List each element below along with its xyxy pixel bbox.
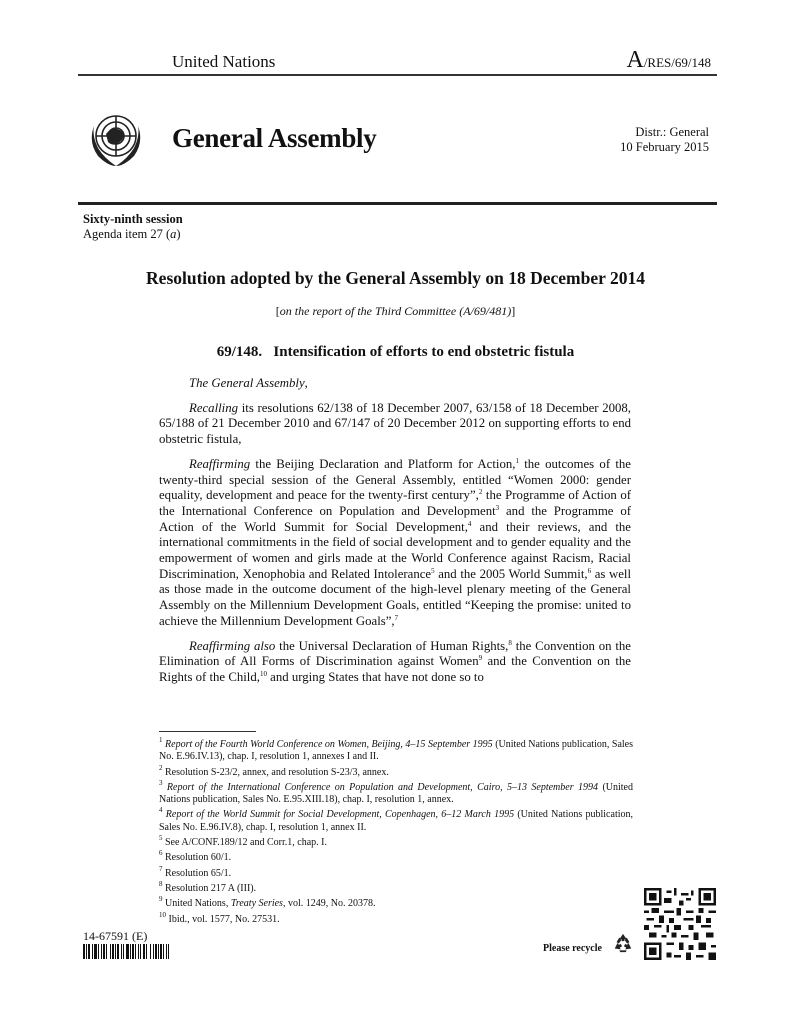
- footnote-9: $^9$ United Nations, Treaty Series, vol. 1249, No. 20378.: [159, 895, 376, 910]
- footnote-7: $^7$ Resolution 65/1.: [159, 864, 232, 879]
- footnotes: [159, 736, 633, 929]
- footnote-ref: 2: [478, 488, 483, 497]
- distribution: Distr.: General: [635, 125, 709, 139]
- footnote-separator: [159, 731, 256, 732]
- footnote-10: $^{10}$ Ibid., vol. 1577, No. 27531.: [159, 910, 280, 925]
- footnote-5: $^5$ See A/CONF.189/12 and Corr.1, chap. I.: [159, 834, 327, 849]
- footnote-ref: 1: [515, 456, 519, 465]
- footnote-ref: 10: [259, 669, 267, 678]
- resolution-number-title: 69/148. Intensification of efforts to end obstetric fistula: [216, 344, 575, 360]
- footnote-ref: 8: [508, 638, 512, 647]
- session-name: Sixty-ninth session: [83, 212, 183, 226]
- footnote-ref: 3: [495, 503, 500, 512]
- footnote-6: $^6$ Resolution 60/1.: [159, 849, 232, 864]
- preamble-paragraph-2: Reaffirming the Beijing Declaration and Platform for Action,$^1$ the outcomes of the twenty-third special session of the General Assembly, entitled “Women 2000: gender equality, development and peace for the twenty-first century”,$^2$ the Programme of Action of the International Conference on Population and Development$^3$ and the Programme of Action of the World Summit for Social Development,$^4$ and their reviews, and the international commitments in the field of social development and to gender equality and the empowerment of women and girls made at the World Conference against Racism, Racial Discrimination, Xenophobia and Related Intolerance$^5$ and the 2005 World Summit,$^6$ as well as those made in the outcome document of the high-level plenary meeting of the General Assembly on the Millennium Development Goals, entitled “Keeping the promise: united to achieve the Millennium Development Goals”,$^7$: [159, 456, 632, 628]
- organization-name: United Nations: [172, 52, 276, 71]
- header-rule: [78, 74, 717, 76]
- agenda-item: Agenda item 27 (a): [83, 227, 181, 241]
- document-number: 14-67591 (E): [83, 929, 148, 943]
- opening-phrase: The General Assembly,: [189, 376, 308, 390]
- issue-date: 10 February 2015: [620, 140, 709, 154]
- masthead-rule: [78, 202, 717, 205]
- resolution-title: Resolution adopted by the General Assembly on 18 December 2014: [146, 268, 645, 288]
- footnote-ref: 9: [478, 654, 483, 663]
- qr-code-icon: [644, 888, 716, 960]
- preamble-paragraph-1: Recalling its resolutions 62/138 of 18 December 2007, 63/158 of 18 December 2008, 65/188 of 21 December 2010 and 67/147 of 20 December 2012 on supporting efforts to end obstetric fistula,: [159, 400, 631, 447]
- footnote-8: $^8$ Resolution 217 A (III).: [159, 879, 257, 894]
- document-symbol-prefix: A: [626, 47, 644, 73]
- footnote-ref: 7: [394, 613, 399, 622]
- distribution-block: [620, 125, 709, 155]
- preamble-paragraph-3: Reaffirming also the Universal Declaration of Human Rights,$^8$ the Convention on the Elimination of All Forms of Discrimination against Women$^9$ and the Convention on the Rights of the Child,$^{10}$ and urging States that have not done so to: [159, 638, 631, 684]
- resolution-subtitle: [on the report of the Third Committee (A/69/481)]: [275, 304, 516, 318]
- footnote-ref: 4: [467, 519, 472, 528]
- barcode-icon: [83, 944, 210, 959]
- session-block: [83, 212, 183, 242]
- recycle-icon: [612, 932, 634, 954]
- body-title: General Assembly: [172, 123, 377, 153]
- document-symbol-rest: /RES/69/148: [643, 55, 711, 70]
- footnote-2: $^2$ Resolution S-23/2, annex, and resolution S-23/3, annex.: [159, 763, 389, 778]
- resolution-body: [159, 376, 631, 695]
- document-symbol: [626, 47, 711, 74]
- footnote-3: $^3$ Report of the International Conference on Population and Development, Cairo, 5–13 September 1994 (United Nations publication, Sales No. E.95.XIII.18), chap. I, resolution 1, annex.: [159, 778, 633, 806]
- footnote-1: $^1$ Report of the Fourth World Conference on Women, Beijing, 4–15 September 1995 (United Nations publication, Sales No. E.96.IV.13), chap. I, resolution 1, annexes I and II.: [159, 736, 633, 763]
- recycle-label: Please recycle: [543, 943, 602, 954]
- un-emblem-icon: [84, 108, 148, 172]
- footnote-ref: 5: [431, 566, 435, 575]
- footnote-4: $^4$ Report of the World Summit for Social Development, Copenhagen, 6–12 March 1995 (United Nations publication, Sales No. E.96.IV.8), chap. I, resolution 1, annex II.: [159, 806, 633, 833]
- footnote-ref: 6: [587, 566, 592, 575]
